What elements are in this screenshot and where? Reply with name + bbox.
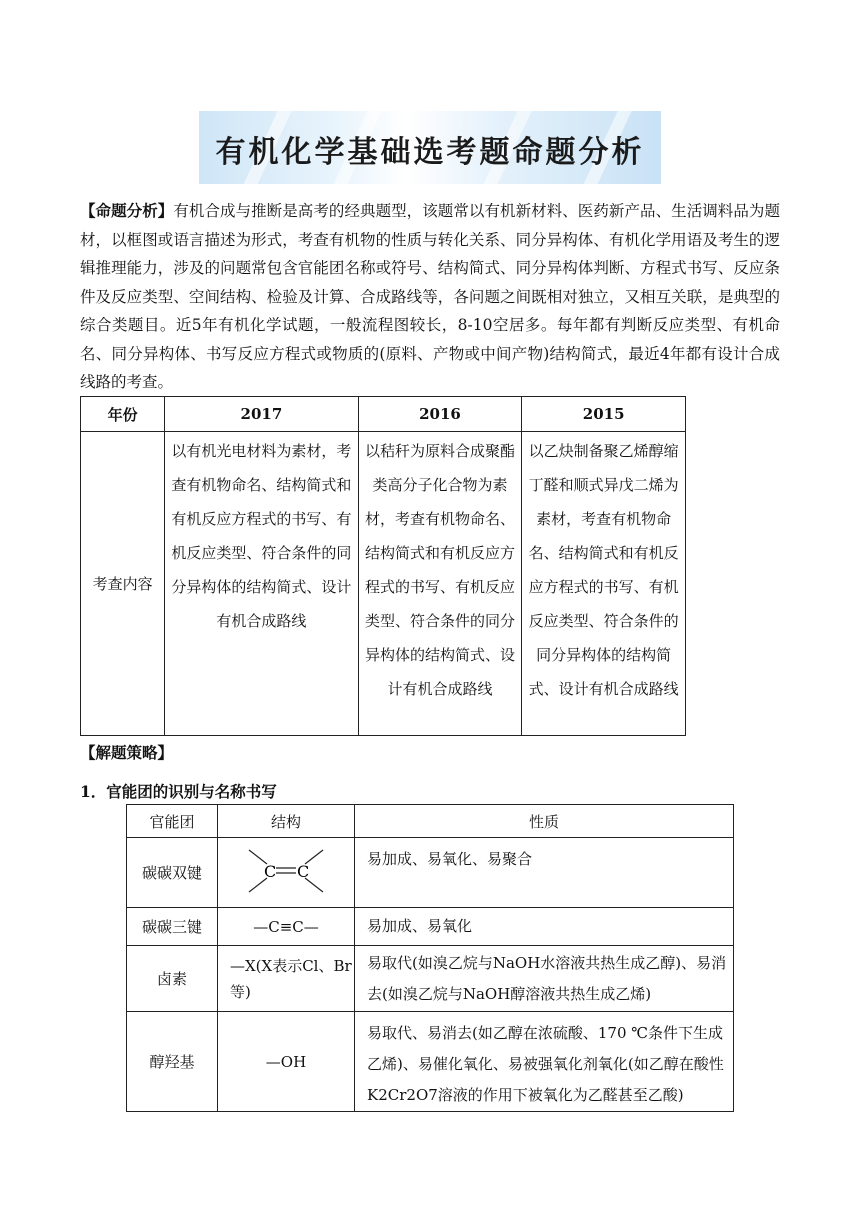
functional-group-table: [126, 804, 734, 1112]
strategy-label: 【解题策略】: [80, 743, 174, 762]
section-title: 1．官能团的识别与名称书写: [80, 782, 277, 801]
property-text: 易取代(如溴乙烷与NaOH水溶液共热生成乙醇)、易消去(如溴乙烷与NaOH醇溶液共热生成乙烯): [355, 946, 734, 1012]
cell-2015: 以乙炔制备聚乙烯醇缩丁醛和顺式异戊二烯为素材，考查有机物命名、结构简式和有机反应方程式的书写、有机反应类型、符合条件的同分异构体的结构简式、设计有机合成路线: [522, 432, 686, 736]
property-text: 易加成、易氧化: [355, 908, 734, 946]
header-2016: 2016: [358, 397, 522, 432]
header-structure: 结构: [218, 805, 355, 838]
double-bond-structure: [218, 838, 355, 908]
svg-text:C: C: [264, 861, 277, 881]
property-text: 易加成、易氧化、易聚合: [355, 838, 734, 908]
table-header-row: [81, 397, 686, 432]
row-label: 考查内容: [81, 432, 165, 736]
cell-2017: 以有机光电材料为素材，考查有机物命名、结构简式和有机反应方程式的书写、有机反应类型、符合条件的同分异构体的结构简式、设计有机合成路线: [165, 432, 358, 736]
header-2017: 2017: [165, 397, 358, 432]
table-row: [127, 946, 734, 1012]
hydroxyl-structure: —OH: [218, 1012, 355, 1112]
table-row: [127, 908, 734, 946]
header-group: 官能团: [127, 805, 218, 838]
analysis-paragraph: [80, 197, 780, 397]
exam-analysis-table: [80, 396, 686, 736]
group-name: 醇羟基: [127, 1012, 218, 1112]
property-text: 易取代、易消去(如乙醇在浓硫酸、170 ℃条件下生成乙烯)、易催化氧化、易被强氧化剂氧化(如乙醇在酸性K2Cr2O7溶液的作用下被氧化为乙醛甚至乙酸): [355, 1012, 734, 1112]
page-title: 有机化学基础选考题命题分析: [215, 135, 645, 170]
header-property: 性质: [355, 805, 734, 838]
table-header-row: [127, 805, 734, 838]
group-name: 碳碳双键: [127, 838, 218, 908]
group-name: 卤素: [127, 946, 218, 1012]
halogen-structure: —X(X表示Cl、Br等): [218, 946, 355, 1012]
table-row: [81, 432, 686, 736]
svg-text:C: C: [297, 861, 310, 881]
title-banner: [199, 111, 661, 184]
group-name: 碳碳三键: [127, 908, 218, 946]
triple-bond-structure: —C≡C—: [218, 908, 355, 946]
double-bond-diagram: [241, 844, 331, 898]
analysis-text: 有机合成与推断是高考的经典题型，该题常以有机新材料、医药新产品、生活调料品为题材，以框图或语言描述为形式，考查有机物的性质与转化关系、同分异构体、有机化学用语及考生的逻辑推理能力，涉及的问题常包含官能团名称或符号、结构简式、同分异构体判断、方程式书写、反应条件及反应类型、空间结构、检验及计算、合成路线等，各问题之间既相对独立，又相互关联，是典型的综合类题目。近5年有机化学试题，一般流程图较长，8-10空居多。每年都有判断反应类型、有机命名、同分异构体、书写反应方程式或物质的(原料、产物或中间产物)结构简式，最近4年都有设计合成线路的考查。: [80, 202, 780, 391]
header-2015: 2015: [522, 397, 686, 432]
analysis-label: 【命题分析】: [80, 201, 174, 220]
table-row: [127, 838, 734, 908]
header-year: 年份: [81, 397, 165, 432]
cell-2016: 以秸秆为原料合成聚酯类高分子化合物为素材，考查有机物命名、结构简式和有机反应方程式的书写、有机反应类型、符合条件的同分异构体的结构简式、设计有机合成路线: [358, 432, 522, 736]
table-row: [127, 1012, 734, 1112]
